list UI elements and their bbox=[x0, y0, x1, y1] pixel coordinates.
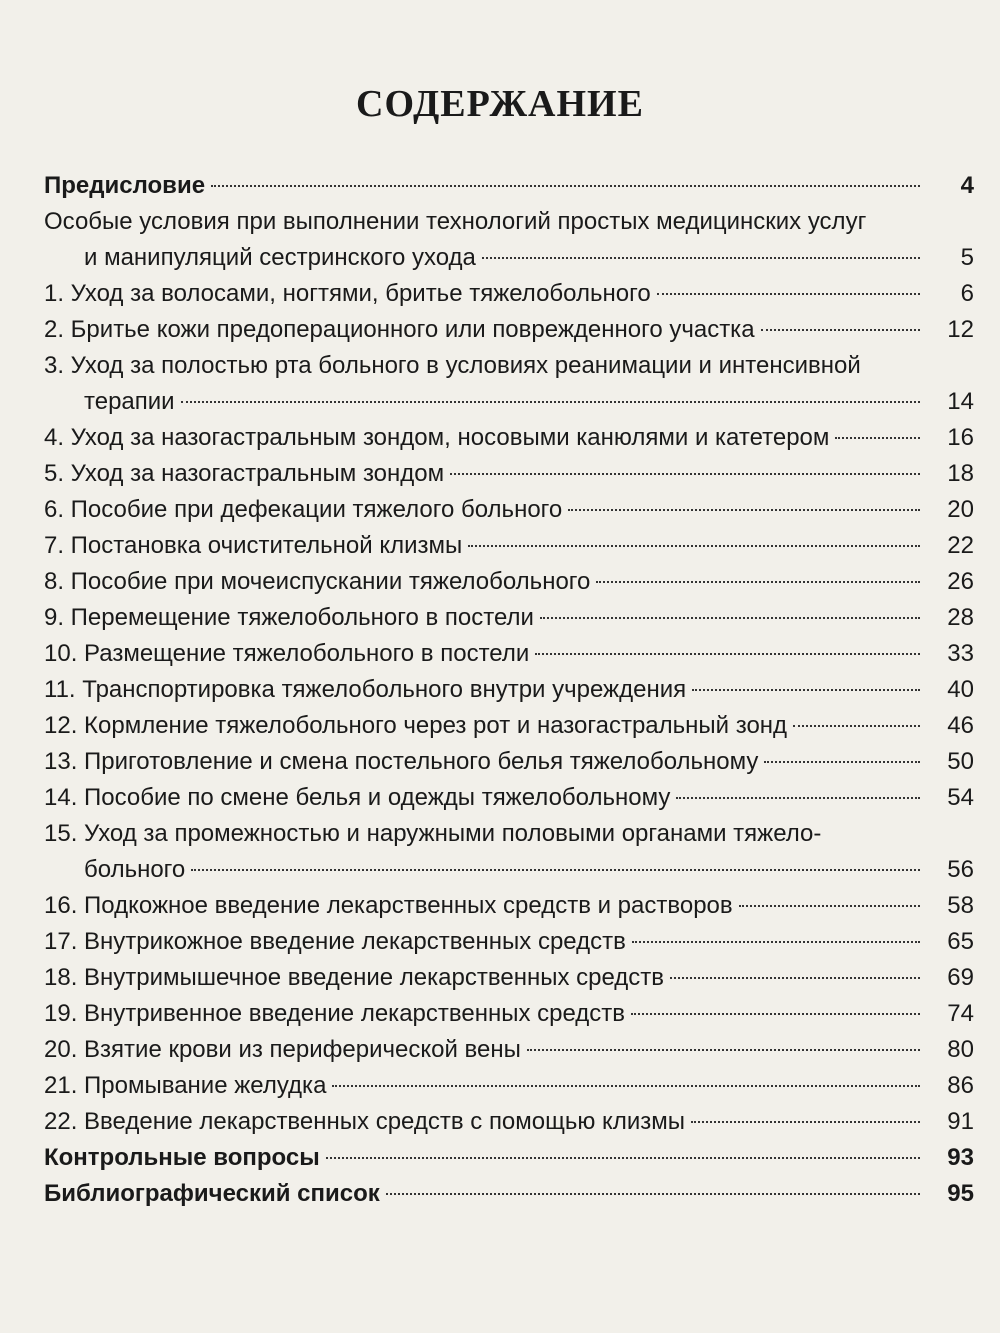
toc-page-number: 69 bbox=[947, 964, 974, 991]
toc-entry-title: 6. Пособие при дефекации тяжелого больного bbox=[44, 496, 563, 523]
toc-entry bbox=[44, 708, 974, 744]
toc-entry-title: 4. Уход за назогастральным зондом, носовыми канюлями и катетером bbox=[44, 424, 830, 451]
toc-entry bbox=[44, 636, 974, 672]
toc-entry-title: Библиографический список bbox=[44, 1180, 380, 1207]
toc-entry-title: 15. Уход за промежностью и наружными половыми органами тяжело- bbox=[44, 820, 822, 847]
dot-leader bbox=[676, 797, 920, 799]
toc-entry-title: терапии bbox=[84, 388, 175, 415]
toc-page-number: 20 bbox=[947, 496, 974, 523]
toc-entry bbox=[44, 528, 974, 564]
toc-entry bbox=[44, 456, 974, 492]
toc-entry bbox=[44, 780, 974, 816]
toc-entry bbox=[44, 888, 974, 924]
toc-entry-title: больного bbox=[84, 856, 186, 883]
toc-entry-title: 5. Уход за назогастральным зондом bbox=[44, 460, 445, 487]
toc-entry-title: 10. Размещение тяжелобольного в постели bbox=[44, 640, 530, 667]
dot-leader bbox=[450, 473, 920, 475]
toc-page-number: 16 bbox=[947, 424, 974, 451]
toc-entry-title: 14. Пособие по смене белья и одежды тяжелобольному bbox=[44, 784, 671, 811]
dot-leader bbox=[482, 257, 920, 259]
toc-page-number: 40 bbox=[947, 676, 974, 703]
toc-entry bbox=[44, 312, 974, 348]
page-title: СОДЕРЖАНИЕ bbox=[356, 83, 644, 125]
toc-page-number: 58 bbox=[947, 892, 974, 919]
toc-entry bbox=[44, 600, 974, 636]
toc-page-number: 93 bbox=[947, 1144, 974, 1171]
dot-leader bbox=[793, 725, 920, 727]
toc-page-number: 26 bbox=[947, 568, 974, 595]
toc-entry-title: 9. Перемещение тяжелобольного в постели bbox=[44, 604, 534, 631]
toc-entry-title: 17. Внутрикожное введение лекарственных средств bbox=[44, 928, 626, 955]
toc-page-number: 4 bbox=[960, 172, 974, 199]
toc-entry-title: 3. Уход за полостью рта больного в условиях реанимации и интенсивной bbox=[44, 352, 861, 379]
toc-page-number: 86 bbox=[947, 1072, 974, 1099]
toc-entry bbox=[44, 1176, 974, 1212]
dot-leader bbox=[764, 761, 920, 763]
toc-entry-title: Контрольные вопросы bbox=[44, 1144, 320, 1171]
toc-entry-title: 8. Пособие при мочеиспускании тяжелобольного bbox=[44, 568, 591, 595]
toc-page-number: 80 bbox=[947, 1036, 974, 1063]
toc-entry-title: Особые условия при выполнении технологий простых медицинских услуг bbox=[44, 208, 867, 235]
toc-entry bbox=[44, 492, 974, 528]
toc-entry bbox=[44, 276, 974, 312]
toc-entry-title: 20. Взятие крови из периферической вены bbox=[44, 1036, 521, 1063]
toc-page-number: 5 bbox=[960, 244, 974, 271]
toc-page-number: 56 bbox=[947, 856, 974, 883]
toc-entry bbox=[44, 996, 974, 1032]
dot-leader bbox=[632, 941, 920, 943]
toc-entry bbox=[44, 744, 974, 780]
dot-leader bbox=[657, 293, 920, 295]
toc-page-number: 28 bbox=[947, 604, 974, 631]
dot-leader bbox=[191, 869, 920, 871]
toc-entry-title: 7. Постановка очистительной клизмы bbox=[44, 532, 463, 559]
toc-page-number: 91 bbox=[947, 1108, 974, 1135]
toc-entry bbox=[44, 924, 974, 960]
dot-leader bbox=[181, 401, 920, 403]
toc-page-number: 6 bbox=[960, 280, 974, 307]
dot-leader bbox=[691, 1121, 920, 1123]
dot-leader bbox=[332, 1085, 920, 1087]
dot-leader bbox=[761, 329, 920, 331]
toc-entry-title: 16. Подкожное введение лекарственных средств и растворов bbox=[44, 892, 733, 919]
toc-entry-title: 19. Внутривенное введение лекарственных средств bbox=[44, 1000, 626, 1027]
toc-entry bbox=[44, 204, 974, 276]
dot-leader bbox=[670, 977, 920, 979]
table-of-contents bbox=[44, 168, 974, 1212]
toc-entry bbox=[44, 960, 974, 996]
dot-leader bbox=[211, 185, 920, 187]
dot-leader bbox=[386, 1193, 920, 1195]
toc-page-number: 74 bbox=[947, 1000, 974, 1027]
toc-page-number: 33 bbox=[947, 640, 974, 667]
toc-page-number: 54 bbox=[947, 784, 974, 811]
toc-entry-title: 22. Введение лекарственных средств с помощью клизмы bbox=[44, 1108, 685, 1135]
toc-entry bbox=[44, 348, 974, 420]
toc-entry-title: 1. Уход за волосами, ногтями, бритье тяжелобольного bbox=[44, 280, 651, 307]
toc-entry-title: и манипуляций сестринского ухода bbox=[84, 244, 476, 271]
dot-leader bbox=[468, 545, 920, 547]
toc-page-number: 18 bbox=[947, 460, 974, 487]
toc-page-number: 14 bbox=[947, 388, 974, 415]
toc-page-number: 50 bbox=[947, 748, 974, 775]
dot-leader bbox=[596, 581, 920, 583]
dot-leader bbox=[835, 437, 920, 439]
dot-leader bbox=[739, 905, 920, 907]
toc-entry bbox=[44, 816, 974, 888]
toc-page-number: 65 bbox=[947, 928, 974, 955]
dot-leader bbox=[527, 1049, 920, 1051]
toc-entry bbox=[44, 564, 974, 600]
toc-entry bbox=[44, 1068, 974, 1104]
toc-entry-title: 12. Кормление тяжелобольного через рот и назогастральный зонд bbox=[44, 712, 788, 739]
toc-entry-title: 18. Внутримышечное введение лекарственных средств bbox=[44, 964, 665, 991]
toc-entry bbox=[44, 1104, 974, 1140]
toc-entry-title: 21. Промывание желудка bbox=[44, 1072, 327, 1099]
dot-leader bbox=[326, 1157, 920, 1159]
dot-leader bbox=[692, 689, 920, 691]
dot-leader bbox=[568, 509, 920, 511]
toc-page-number: 12 bbox=[947, 316, 974, 343]
dot-leader bbox=[535, 653, 920, 655]
toc-page-number: 46 bbox=[947, 712, 974, 739]
dot-leader bbox=[540, 617, 920, 619]
toc-entry bbox=[44, 1140, 974, 1176]
toc-entry bbox=[44, 1032, 974, 1068]
toc-page-number: 22 bbox=[947, 532, 974, 559]
toc-entry-title: 13. Приготовление и смена постельного белья тяжелобольному bbox=[44, 748, 759, 775]
toc-entry bbox=[44, 168, 974, 204]
toc-entry-title: 11. Транспортировка тяжелобольного внутри учреждения bbox=[44, 676, 687, 703]
dot-leader bbox=[631, 1013, 920, 1015]
toc-entry-title: Предисловие bbox=[44, 172, 206, 199]
toc-entry-title: 2. Бритье кожи предоперационного или поврежденного участка bbox=[44, 316, 755, 343]
toc-entry bbox=[44, 420, 974, 456]
toc-page-number: 95 bbox=[947, 1180, 974, 1207]
toc-entry bbox=[44, 672, 974, 708]
